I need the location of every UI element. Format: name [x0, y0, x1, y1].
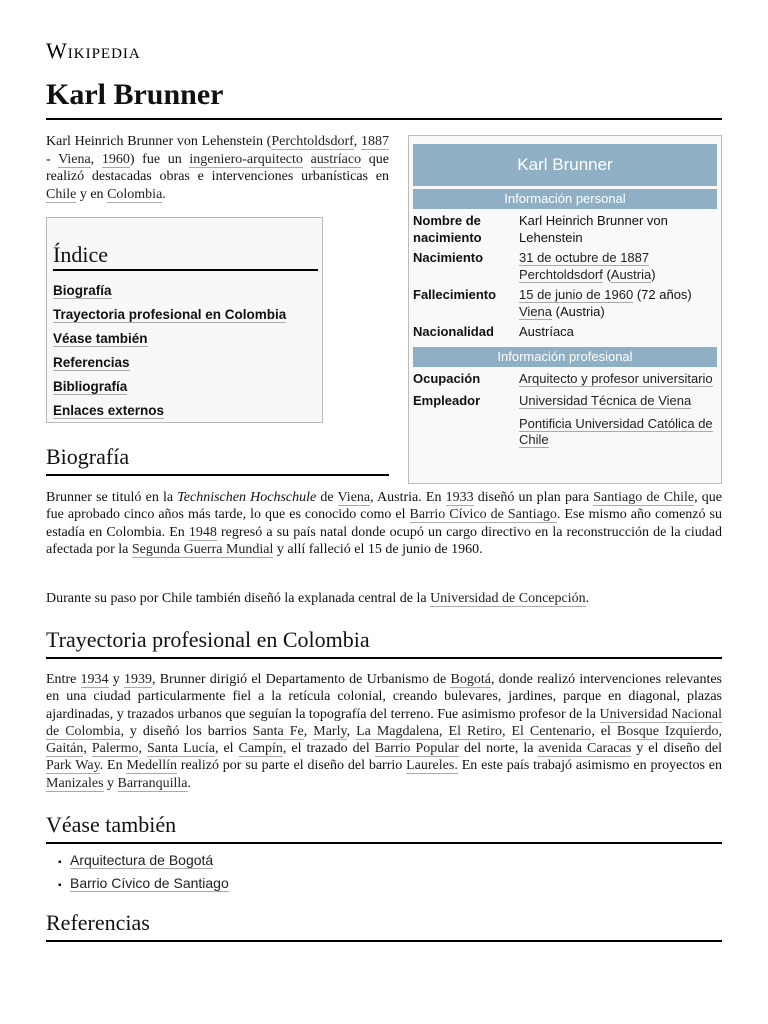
- text: .: [162, 186, 166, 202]
- section-heading-referencias: Referencias: [46, 909, 722, 942]
- list-item: [46, 850, 229, 873]
- link-la-magdalena[interactable]: La Magdalena: [356, 723, 440, 739]
- link-1934[interactable]: 1934: [80, 672, 109, 687]
- occupation-link[interactable]: Arquitecto y profesor universitario: [519, 370, 713, 386]
- text: ,: [439, 723, 449, 739]
- text: , Austria. En: [370, 490, 446, 505]
- text: .: [187, 775, 192, 791]
- text: [303, 152, 311, 167]
- link-santiago[interactable]: Santiago de Chile: [593, 490, 695, 505]
- link-viena[interactable]: Viena: [337, 490, 371, 505]
- text: Technischen Hochschule: [177, 490, 317, 505]
- infobox-value: [519, 250, 717, 283]
- link-gaitan[interactable]: Gaitán: [46, 741, 84, 757]
- toc-item-label[interactable]: Referencias: [53, 355, 130, 370]
- toc-item-enlaces[interactable]: [53, 399, 316, 423]
- infobox-title: Karl Brunner: [413, 144, 717, 186]
- link-avenida-caracas[interactable]: avenida Caracas: [538, 741, 632, 757]
- link-marly[interactable]: Marly: [313, 723, 347, 739]
- toc-item-label[interactable]: Enlaces externos: [53, 403, 165, 418]
- infobox-row: [413, 371, 717, 388]
- text: de: [316, 490, 338, 505]
- text: , que fue aprobado cinco años más tarde, lo que es conocido como el: [46, 490, 722, 523]
- text: ,: [138, 741, 147, 757]
- link-1960[interactable]: 1960: [101, 151, 130, 167]
- see-also-list: [46, 850, 229, 896]
- table-of-contents: [46, 217, 323, 423]
- infobox-row: [413, 287, 717, 320]
- text: , el: [591, 723, 617, 739]
- infobox-label: Nacionalidad: [413, 324, 494, 339]
- link-barrio-popular[interactable]: Barrio Popular: [374, 741, 460, 757]
- toc-item-trayectoria[interactable]: [53, 303, 316, 327]
- text: -: [46, 151, 59, 167]
- infobox-value: [519, 371, 717, 388]
- infobox: [408, 135, 722, 484]
- toc-item-label[interactable]: Véase también: [53, 331, 148, 346]
- link-barrio-civico[interactable]: Barrio Cívico de Santiago: [409, 507, 557, 523]
- text: diseñó un plan para: [473, 490, 594, 505]
- text: y allí falleció el 15 de junio de 1960.: [273, 541, 483, 557]
- intro-paragraph: [46, 133, 389, 203]
- link-laureles[interactable]: Laureles.: [406, 758, 458, 774]
- link-universidad-nacional[interactable]: Universidad Nacional de Colombia: [46, 706, 722, 739]
- infobox-section-personal: Información personal: [413, 189, 717, 209]
- text: del norte, la: [459, 741, 539, 757]
- infobox-value: Karl Heinrich Brunner von Lehenstein: [519, 213, 668, 245]
- toc-heading: Índice: [53, 242, 318, 271]
- toc-item-label[interactable]: Trayectoria profesional en Colombia: [53, 307, 287, 322]
- infobox-label: Nacimiento: [413, 250, 484, 265]
- infobox-value: [519, 393, 717, 449]
- link-barranquilla[interactable]: Barranquilla: [117, 775, 188, 791]
- infobox-row: [413, 324, 717, 341]
- employer-link[interactable]: Universidad Técnica de Viena: [519, 393, 692, 408]
- link-viena[interactable]: Viena: [58, 151, 91, 167]
- text: ): [651, 266, 656, 282]
- birth-date-link[interactable]: 31 de octubre de 1887: [519, 250, 650, 265]
- text: ,: [718, 723, 723, 739]
- link-bogota[interactable]: Bogotá: [450, 672, 491, 687]
- biografia-paragraph-2: [46, 590, 722, 607]
- text: (: [602, 266, 611, 282]
- section-heading-biografia: Biografía: [46, 443, 389, 476]
- death-date-link[interactable]: 15 de junio de 1960: [519, 287, 634, 302]
- link-barrio-civico[interactable]: Barrio Cívico de Santiago: [70, 875, 229, 891]
- link-chile[interactable]: Chile: [46, 186, 77, 202]
- biografia-paragraph-1: [46, 489, 722, 558]
- text: ,: [501, 723, 512, 739]
- text: , el trazado del: [282, 741, 375, 757]
- toc-item-label[interactable]: Biografía: [53, 283, 112, 298]
- infobox-section-profesional: Información profesional: [413, 347, 717, 367]
- text: (72 años): [633, 287, 692, 302]
- link-medellin[interactable]: Medellín: [126, 758, 177, 774]
- toc-item-bibliografia[interactable]: [53, 375, 316, 399]
- text: , Brunner dirigió el Departamento de Urbanismo de: [151, 672, 451, 687]
- link-el-retiro[interactable]: El Retiro: [448, 723, 502, 739]
- birth-country-link[interactable]: Austria: [610, 266, 652, 282]
- link-1939[interactable]: 1939: [123, 672, 152, 687]
- link-santa-fe[interactable]: Santa Fe: [252, 723, 304, 739]
- link-arquitectura-bogota[interactable]: Arquitectura de Bogotá: [70, 852, 214, 868]
- infobox-label: Nombre de nacimiento: [413, 213, 482, 245]
- list-item: [46, 873, 229, 896]
- text: En este país trabajó asimismo en proyectos en: [457, 758, 722, 774]
- link-santa-lucia[interactable]: Santa Lucía: [146, 741, 215, 757]
- link-campin[interactable]: Campín: [238, 741, 283, 757]
- text: ,: [353, 134, 361, 149]
- infobox-row: [413, 393, 717, 449]
- link-manizales[interactable]: Manizales: [46, 775, 104, 791]
- text: ) fue un: [129, 151, 190, 167]
- death-place-link[interactable]: Viena: [519, 303, 553, 319]
- text: Entre: [46, 672, 81, 687]
- text: realizó por su parte el diseño del barrio: [177, 758, 407, 774]
- infobox-value: Austríaca: [519, 324, 574, 339]
- employer-link[interactable]: Pontificia Universidad Católica de Chile: [519, 415, 713, 447]
- trayectoria-paragraph: [46, 671, 722, 792]
- text: regresó a su país natal donde ocupó un cargo directivo en la reconstrucción de la ciudad afectada por la: [46, 524, 722, 557]
- text: Brunner se tituló en la: [46, 490, 178, 505]
- text: Karl Heinrich Brunner von Lehenstein (: [46, 134, 272, 149]
- text: .: [585, 591, 590, 606]
- link-el-centenario[interactable]: El Centenario: [511, 723, 592, 739]
- infobox-label: Empleador: [413, 393, 481, 408]
- text: que realizó destacadas obras e intervenciones urbanísticas en: [46, 151, 389, 184]
- section-heading-trayectoria: Trayectoria profesional en Colombia: [46, 626, 722, 659]
- infobox-value: [519, 287, 717, 320]
- link-bosque-izquierdo[interactable]: Bosque Izquierdo: [616, 723, 719, 739]
- link-perchtoldsdorf[interactable]: Perchtoldsdorf: [271, 134, 354, 149]
- toc-item-biografia[interactable]: [53, 279, 316, 303]
- section-heading-vease: Véase también: [46, 811, 722, 844]
- page-title: Karl Brunner: [46, 76, 722, 120]
- text: , donde realizó intervenciones relevantes en una ciudad particularmente fiel a la retícula colonial, creando bulevares, jardines, parque en diagonal, plazas ajardinadas, y trazados urbanos que seguían la topografía del terreno. Fue asimismo profesor de la: [46, 672, 722, 722]
- text: y: [103, 775, 118, 791]
- infobox-label: Fallecimiento: [413, 287, 497, 302]
- toc-item-referencias[interactable]: [53, 351, 316, 375]
- link-1933[interactable]: 1933: [445, 490, 474, 505]
- birth-place-link[interactable]: Perchtoldsdorf: [519, 266, 603, 282]
- text: ,: [90, 151, 102, 167]
- link-segunda-guerra[interactable]: Segunda Guerra Mundial: [131, 541, 274, 557]
- infobox-row: [413, 213, 717, 246]
- link-palermo[interactable]: Palermo: [91, 741, 139, 757]
- toc-item-label[interactable]: Bibliografía: [53, 379, 128, 394]
- link-universidad-concepcion[interactable]: Universidad de Concepción: [430, 591, 586, 606]
- link-park-way[interactable]: Park Way: [46, 758, 100, 774]
- text: y el diseño del: [631, 741, 723, 757]
- infobox-label: Ocupación: [413, 370, 481, 386]
- toc-item-vease[interactable]: [53, 327, 316, 351]
- text: Durante su paso por Chile también diseñó la explanada central de la: [46, 591, 431, 606]
- text: (Austria): [552, 303, 605, 319]
- text: , y diseñó los barrios: [120, 723, 253, 739]
- link-ingeniero-arquitecto[interactable]: ingeniero-arquitecto: [189, 151, 303, 167]
- link-1948[interactable]: 1948: [188, 524, 217, 540]
- link-austriaco[interactable]: austríaco: [310, 151, 362, 167]
- text: ,: [346, 723, 357, 739]
- infobox-row: [413, 250, 717, 283]
- text: ,: [303, 723, 314, 739]
- text: y en: [76, 186, 108, 202]
- text: y: [108, 672, 124, 687]
- text: ,: [83, 741, 92, 757]
- link-1887[interactable]: 1887: [361, 134, 389, 149]
- text: . Ese mismo año comenzó su estadía en Colombia. En: [46, 507, 722, 540]
- text: , el: [214, 741, 239, 757]
- wikipedia-wordmark[interactable]: Wikipedia: [46, 38, 141, 63]
- text: . En: [99, 758, 127, 774]
- link-colombia[interactable]: Colombia: [107, 186, 163, 202]
